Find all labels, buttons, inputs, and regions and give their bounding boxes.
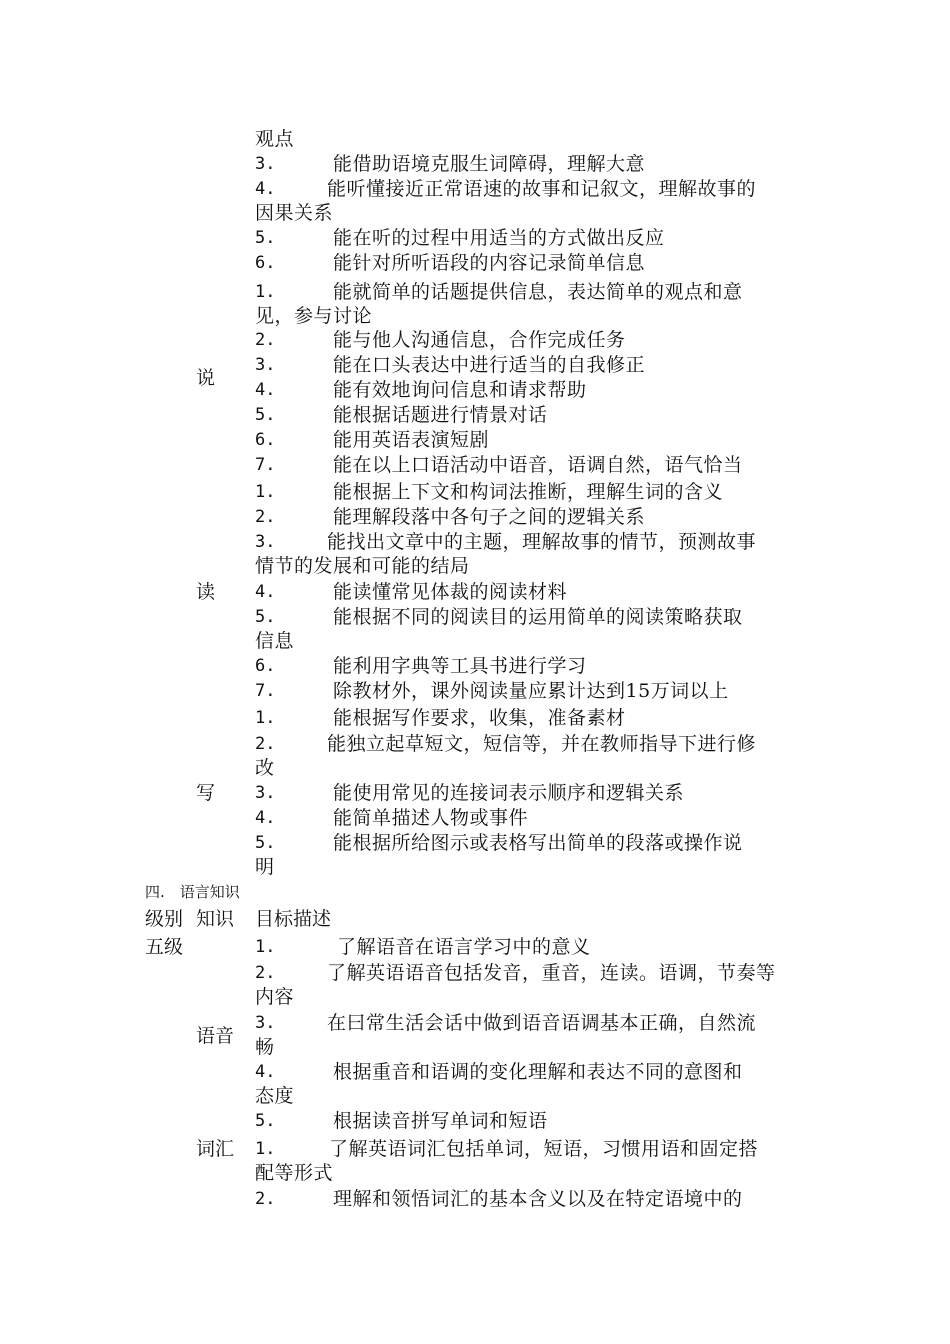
item-number: 1.: [255, 1139, 276, 1159]
reading-item: 能理解段落中各句子之间的逻辑关系: [333, 506, 646, 528]
speaking-item: 能就简单的话题提供信息，表达简单的观点和意: [333, 281, 743, 303]
speaking-item: 能用英语表演短剧: [333, 429, 490, 451]
writing-item: 能独立起草短文，短信等，并在教师指导下进行修: [327, 733, 757, 755]
item-number: 7.: [255, 455, 276, 475]
item-number: 3.: [255, 783, 276, 803]
item-number: 4.: [255, 1062, 276, 1082]
writing-item: 能简单描述人物或事件: [333, 807, 529, 829]
vocabulary-item: 了解英语词汇包括单词，短语，习惯用语和固定搭: [329, 1138, 759, 1160]
listening-item: 能在听的过程中用适当的方式做出反应: [333, 227, 665, 249]
category-speaking: 说: [196, 367, 216, 389]
speaking-item: 能在以上口语活动中语音，语调自然，语气恰当: [333, 454, 743, 476]
writing-item: 能根据写作要求，收集，准备素材: [333, 707, 626, 729]
item-number: 4.: [255, 179, 276, 199]
item-number: 6.: [255, 430, 276, 450]
item-number: 7.: [255, 681, 276, 701]
item-number: 3.: [255, 1013, 276, 1033]
pronunciation-item: 根据读音拼写单词和短语: [333, 1110, 548, 1132]
pronunciation-item: 了解英语语音包括发音，重音，连读。语调，节奏等: [327, 962, 776, 984]
speaking-item: 能与他人沟通信息，合作完成任务: [333, 329, 626, 351]
level-value: 五级: [145, 936, 184, 958]
listening-item: 能针对所听语段的内容记录简单信息: [333, 252, 646, 274]
reading-item-continuation: 信息: [255, 630, 295, 652]
item-number: 3.: [255, 154, 276, 174]
section-title: 四. 语言知识: [145, 883, 240, 901]
category-pronunciation: 语音: [196, 1025, 235, 1047]
writing-item: 能使用常见的连接词表示顺序和逻辑关系: [333, 782, 685, 804]
item-number: 3.: [255, 355, 276, 375]
category-reading: 读: [196, 581, 216, 603]
writing-item-continuation: 明: [255, 856, 275, 878]
item-number: 5.: [255, 607, 276, 627]
item-number: 6.: [255, 253, 276, 273]
vocabulary-item-continuation: 配等形式: [255, 1162, 334, 1184]
pronunciation-item: 在曰常生活会话中做到语音语调基本正确，自然流: [327, 1012, 757, 1034]
item-number: 2.: [255, 963, 276, 983]
writing-item: 能根据所给图示或表格写出简单的段落或操作说: [333, 832, 743, 854]
reading-item-continuation: 情节的发展和可能的结局: [255, 555, 470, 577]
item-number: 1.: [255, 708, 276, 728]
reading-item: 除教材外，课外阅读量应累计达到15万词以上: [333, 680, 729, 702]
pronunciation-item-continuation: 畅: [255, 1036, 275, 1058]
item-number: 2.: [255, 507, 276, 527]
item-number: 4.: [255, 808, 276, 828]
vocabulary-item: 理解和领悟词汇的基本含义以及在特定语境中的: [333, 1188, 743, 1210]
pronunciation-item-continuation: 态度: [255, 1085, 295, 1107]
item-number: 1.: [255, 937, 276, 957]
item-number: 2.: [255, 330, 276, 350]
listening-continuation: 观点: [255, 128, 295, 150]
listening-item: 能借助语境克服生词障碍，理解大意: [333, 153, 646, 175]
item-number: 2.: [255, 1189, 276, 1209]
item-number: 1.: [255, 282, 276, 302]
item-number: 5.: [255, 833, 276, 853]
reading-item: 能读懂常见体裁的阅读材料: [333, 581, 568, 603]
header-knowledge: 知识: [196, 908, 235, 930]
item-number: 3.: [255, 532, 276, 552]
category-vocabulary: 词汇: [196, 1138, 235, 1160]
reading-item: 能利用字典等工具书进行学习: [333, 655, 587, 677]
reading-item: 能找出文章中的主题，理解故事的情节，预测故事: [327, 531, 757, 553]
reading-item: 能根据上下文和构词法推断，理解生词的含义: [333, 481, 724, 503]
pronunciation-item-continuation: 内容: [255, 986, 295, 1008]
reading-item: 能根据不同的阅读目的运用简单的阅读策略获取: [333, 606, 743, 628]
item-number: 5.: [255, 1111, 276, 1131]
category-writing: 写: [196, 782, 216, 804]
speaking-item: 能在口头表达中进行适当的自我修正: [333, 354, 646, 376]
header-goal: 目标描述: [255, 908, 332, 930]
item-number: 2.: [255, 734, 276, 754]
speaking-item: 能根据话题进行情景对话: [333, 404, 548, 426]
item-number: 4.: [255, 380, 276, 400]
item-number: 5.: [255, 405, 276, 425]
item-number: 4.: [255, 582, 276, 602]
item-number: 5.: [255, 228, 276, 248]
item-number: 6.: [255, 656, 276, 676]
speaking-item: 能有效地询问信息和请求帮助: [333, 379, 587, 401]
listening-item: 能听懂接近正常语速的故事和记叙文，理解故事的: [327, 178, 757, 200]
pronunciation-item: 根据重音和语调的变化理解和表达不同的意图和: [333, 1061, 743, 1083]
pronunciation-item: 了解语音在语言学习中的意义: [337, 936, 591, 958]
listening-item-continuation: 因果关系: [255, 202, 334, 224]
writing-item-continuation: 改: [255, 757, 275, 779]
item-number: 1.: [255, 482, 276, 502]
speaking-item-continuation: 见，参与讨论: [255, 305, 373, 327]
header-level: 级别: [145, 908, 184, 930]
